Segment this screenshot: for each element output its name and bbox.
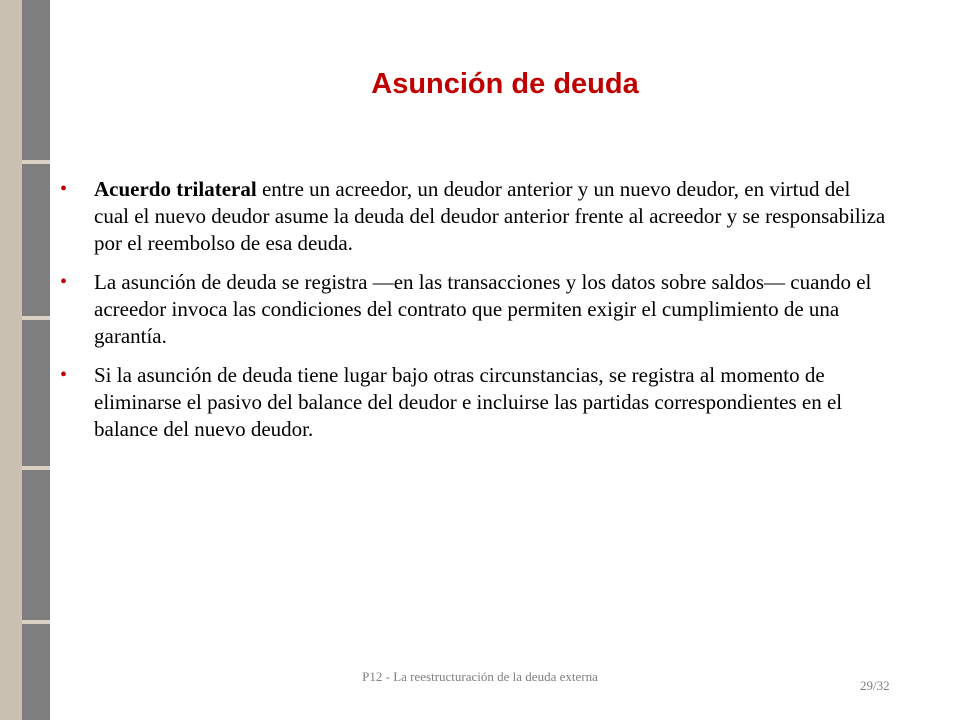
page-number: 29/32 — [860, 678, 890, 693]
side-block — [22, 470, 50, 620]
bullet-text: entre un acreedor, un deudor anterior y un nuevo deudor, en virtud del cual el nuevo deudor asume la deuda del deudor anterior frente al acreedor y se responsabiliza por el reembolso de esa deuda. — [94, 177, 886, 255]
side-block — [22, 0, 50, 160]
bullet-icon: • — [60, 178, 68, 200]
side-block — [22, 164, 50, 316]
bullet-icon: • — [60, 364, 68, 386]
slide-title: Asunción de deuda — [371, 68, 639, 100]
side-bar-light — [0, 0, 22, 720]
side-strip — [22, 0, 50, 720]
bullet-text: La asunción de deuda se registra —en las transacciones y los datos sobre saldos— cuando el acreedor invoca las condiciones del contrato que permiten exigir el cumplimiento de una garantía. — [94, 270, 872, 348]
bullet-icon: • — [60, 271, 68, 293]
bullet-item — [60, 176, 888, 257]
bullet-item — [60, 269, 888, 350]
bullet-lead-text: Acuerdo trilateral — [94, 177, 257, 201]
footer-text: P12 - La reestructuración de la deuda externa — [362, 669, 598, 684]
side-block — [22, 624, 50, 720]
bullet-text: Si la asunción de deuda tiene lugar bajo otras circunstancias, se registra al momento de eliminarse el pasivo del balance del deudor e incluirse las partidas correspondientes en el balance del nuevo deudor. — [94, 363, 843, 441]
bullet-item — [60, 362, 888, 443]
bullet-list — [60, 176, 888, 455]
side-block — [22, 320, 50, 466]
